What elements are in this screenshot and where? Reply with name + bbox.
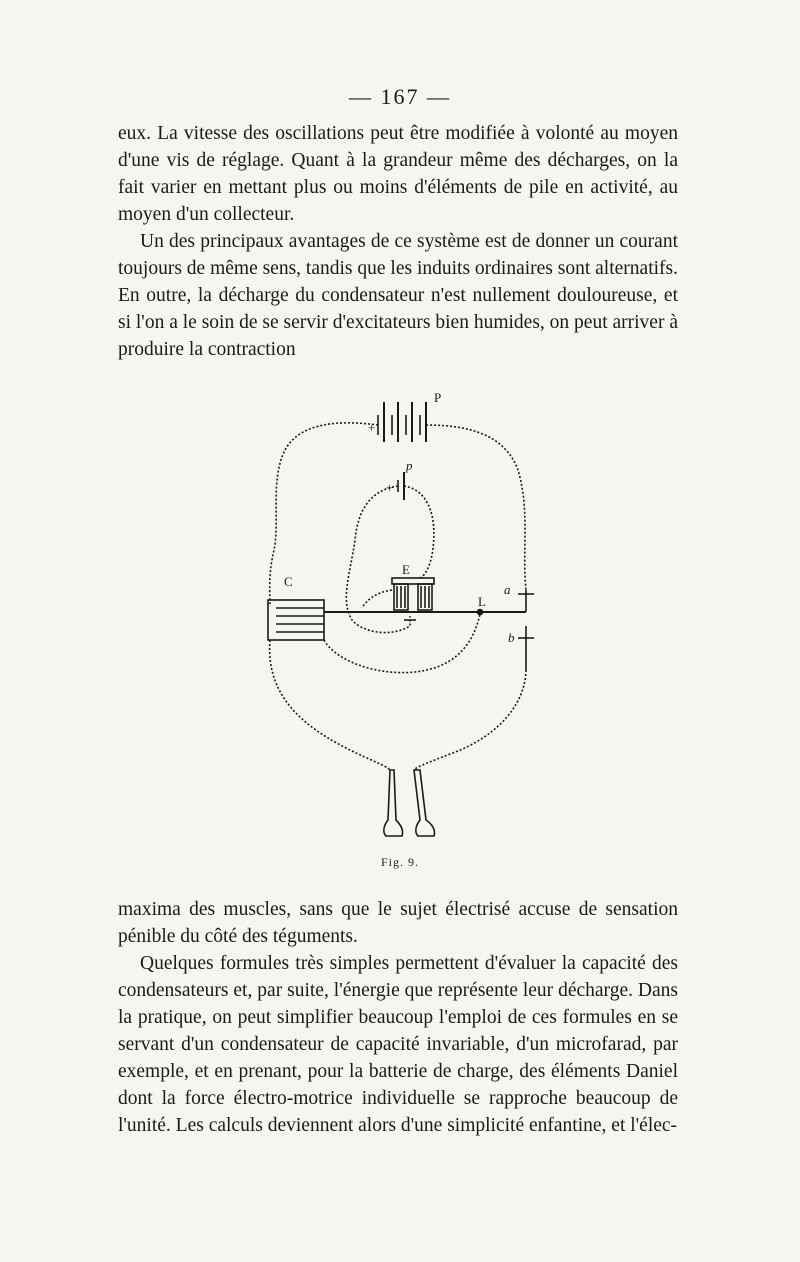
paragraph-2-text: Un des principaux avantages de ce système est de donner un courant toujours de même sens, tandis que les induits ordinaires sont alternatifs. En outre, la décharge du condensateur n'est nullement douloureuse, et si l'on a le soin de se servir d'excitateurs bien humides, on peut arriver à produire la contraction xyxy=(118,231,678,360)
label-battery-small: p xyxy=(406,458,413,473)
figure-caption: Fig. 9. xyxy=(380,855,419,869)
electromagnet xyxy=(392,578,434,610)
label-contact-b: b xyxy=(508,630,515,645)
paragraph-3: maxima des muscles, sans que le sujet électrisé accuse de sensation pénible du côté des téguments. xyxy=(118,899,678,947)
paragraph-2 xyxy=(118,228,678,363)
label-electromagnet: E xyxy=(402,562,410,577)
main-battery xyxy=(378,402,426,442)
circuit-figure xyxy=(240,380,560,860)
label-plus-main: + xyxy=(368,420,376,435)
paragraph-4 xyxy=(118,950,678,1139)
electrodes xyxy=(384,770,435,836)
label-contact-a: a xyxy=(504,582,511,597)
label-lever: L xyxy=(478,594,486,609)
circuit-diagram xyxy=(240,380,560,860)
condenser xyxy=(268,600,324,640)
page-number: — 167 — xyxy=(349,84,451,109)
paragraph-1: eux. La vitesse des oscillations peut être modifiée à volonté au moyen d'une vis de réglage. Quant à la grandeur même des décharges, on la fait varier en mettant plus ou moins d'éléments de pile en activité, au moyen d'un collecteur. xyxy=(118,123,678,225)
label-condenser: C xyxy=(284,574,293,589)
paragraph-4-text: Quelques formules très simples permettent d'évaluer la capacité des condensateurs et, par suite, l'énergie que représente leur décharge. Dans la pratique, on peut simplifier beaucoup l'emploi de ces formules en se servant d'un condensateur de capacité invariable, d'un microfarad, par exemple, et en prenant, pour la batterie de charge, des éléments Daniel dont la force électro-motrice individuelle se rapproche beaucoup de l'unité. Les calculs deviennent alors d'une simplicité enfantine, et l'élec- xyxy=(118,953,678,1136)
small-battery xyxy=(398,472,404,500)
label-plus-small: + xyxy=(386,480,394,495)
label-battery-main: P xyxy=(434,390,442,405)
